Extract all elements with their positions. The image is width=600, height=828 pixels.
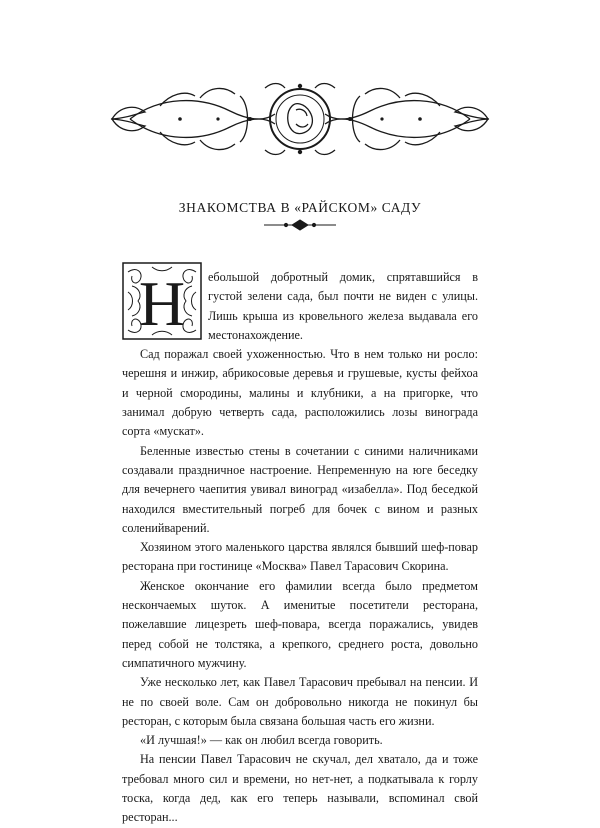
paragraph: «И лучшая!» — как он любил всегда говорить. (140, 733, 383, 748)
paragraph: Сад поражал своей ухоженностью. Что в нем только ни росло: черешня и инжир, абрикосовые деревья и грушевые, кусты фейхоа и черной смородины, малины и клубники, а на пригорке, что занимал добрую четверть сада, расположились лозы винограда сорта «мускат». (122, 347, 478, 439)
paragraph: На пенсии Павел Тарасович не скучал, дел хватало, да и тоже требовал много сил и времени, но нет-нет, а подкатывала к горлу тоска, когда дед, как его теперь называли, вспоминал свой ресторан... (122, 752, 478, 825)
header-ornament (100, 76, 500, 162)
dropcap-space (122, 268, 208, 344)
paragraph: Уже несколько лет, как Павел Тарасович пребывал на пенсии. И не по своей воле. Сам он добровольно никогда не покинул бы ресторан, с которым была связана большая часть его жизни. (122, 675, 478, 728)
paragraph-text: ебольшой добротный домик, спрятавшийся в густой зелени сада, был почти не виден с улицы. Лишь крыша из кровельного железа выдавала его местонахождение. (208, 270, 478, 342)
body-text (122, 268, 478, 828)
dropcap-letter: Н (138, 268, 186, 339)
title-divider-ornament (262, 219, 338, 231)
paragraph: Женское окончание его фамилии всегда было предметом нескончаемых шуток. А именитые посетители ресторана, пожелавшие лицезреть шеф-повара, всегда поражались, увидев перед собой не толстяка, а крепкого, среднего роста, довольно симпатичного мужчину. (122, 578, 478, 670)
paragraph: Хозяином этого маленького царства являлся бывший шеф-повар ресторана при гостинице «Москва» Павел Тарасович Скорина. (122, 540, 478, 574)
paragraph: Беленные известью стены в сочетании с синими наличниками создавали праздничное настроение. Непременную на юге беседку для вечернего чаепития увивал виноград «изабелла». Под беседкой находился вместительный погреб для бочек с вином и разных соленийварений. (122, 443, 478, 535)
chapter-title: ЗНАКОМСТВА В «РАЙСКОМ» САДУ (178, 200, 422, 215)
paragraph (122, 268, 478, 345)
